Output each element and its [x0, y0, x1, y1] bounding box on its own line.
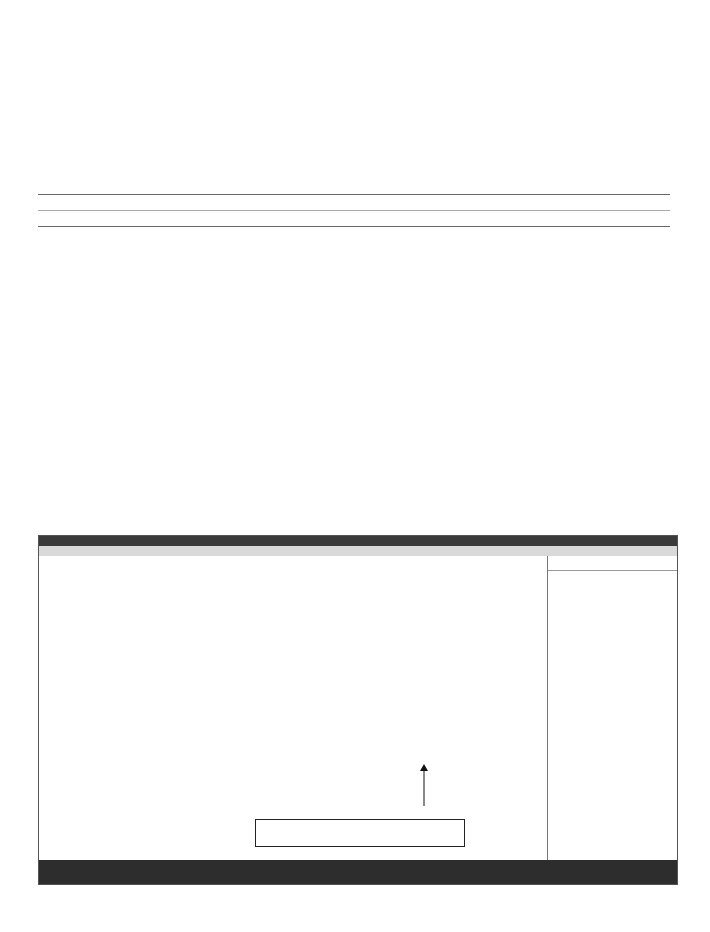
- position-table: [38, 194, 670, 227]
- chart-callout: [255, 819, 465, 847]
- table-row[interactable]: [38, 211, 670, 226]
- intraday-chart: [39, 556, 547, 860]
- table-header-row: [38, 195, 670, 211]
- menu-bar: [39, 546, 677, 556]
- status-bar: [39, 860, 677, 884]
- intraday-chart-svg: [39, 556, 547, 860]
- quote-panel: [547, 556, 678, 860]
- tick-header: [548, 570, 678, 582]
- quote-header: [548, 556, 678, 570]
- quote-symbol: [548, 556, 613, 570]
- quote-code: [613, 556, 678, 570]
- window-title-bar: [39, 536, 677, 546]
- trading-software-screenshot: [38, 535, 678, 885]
- position-table-figure: [38, 176, 670, 226]
